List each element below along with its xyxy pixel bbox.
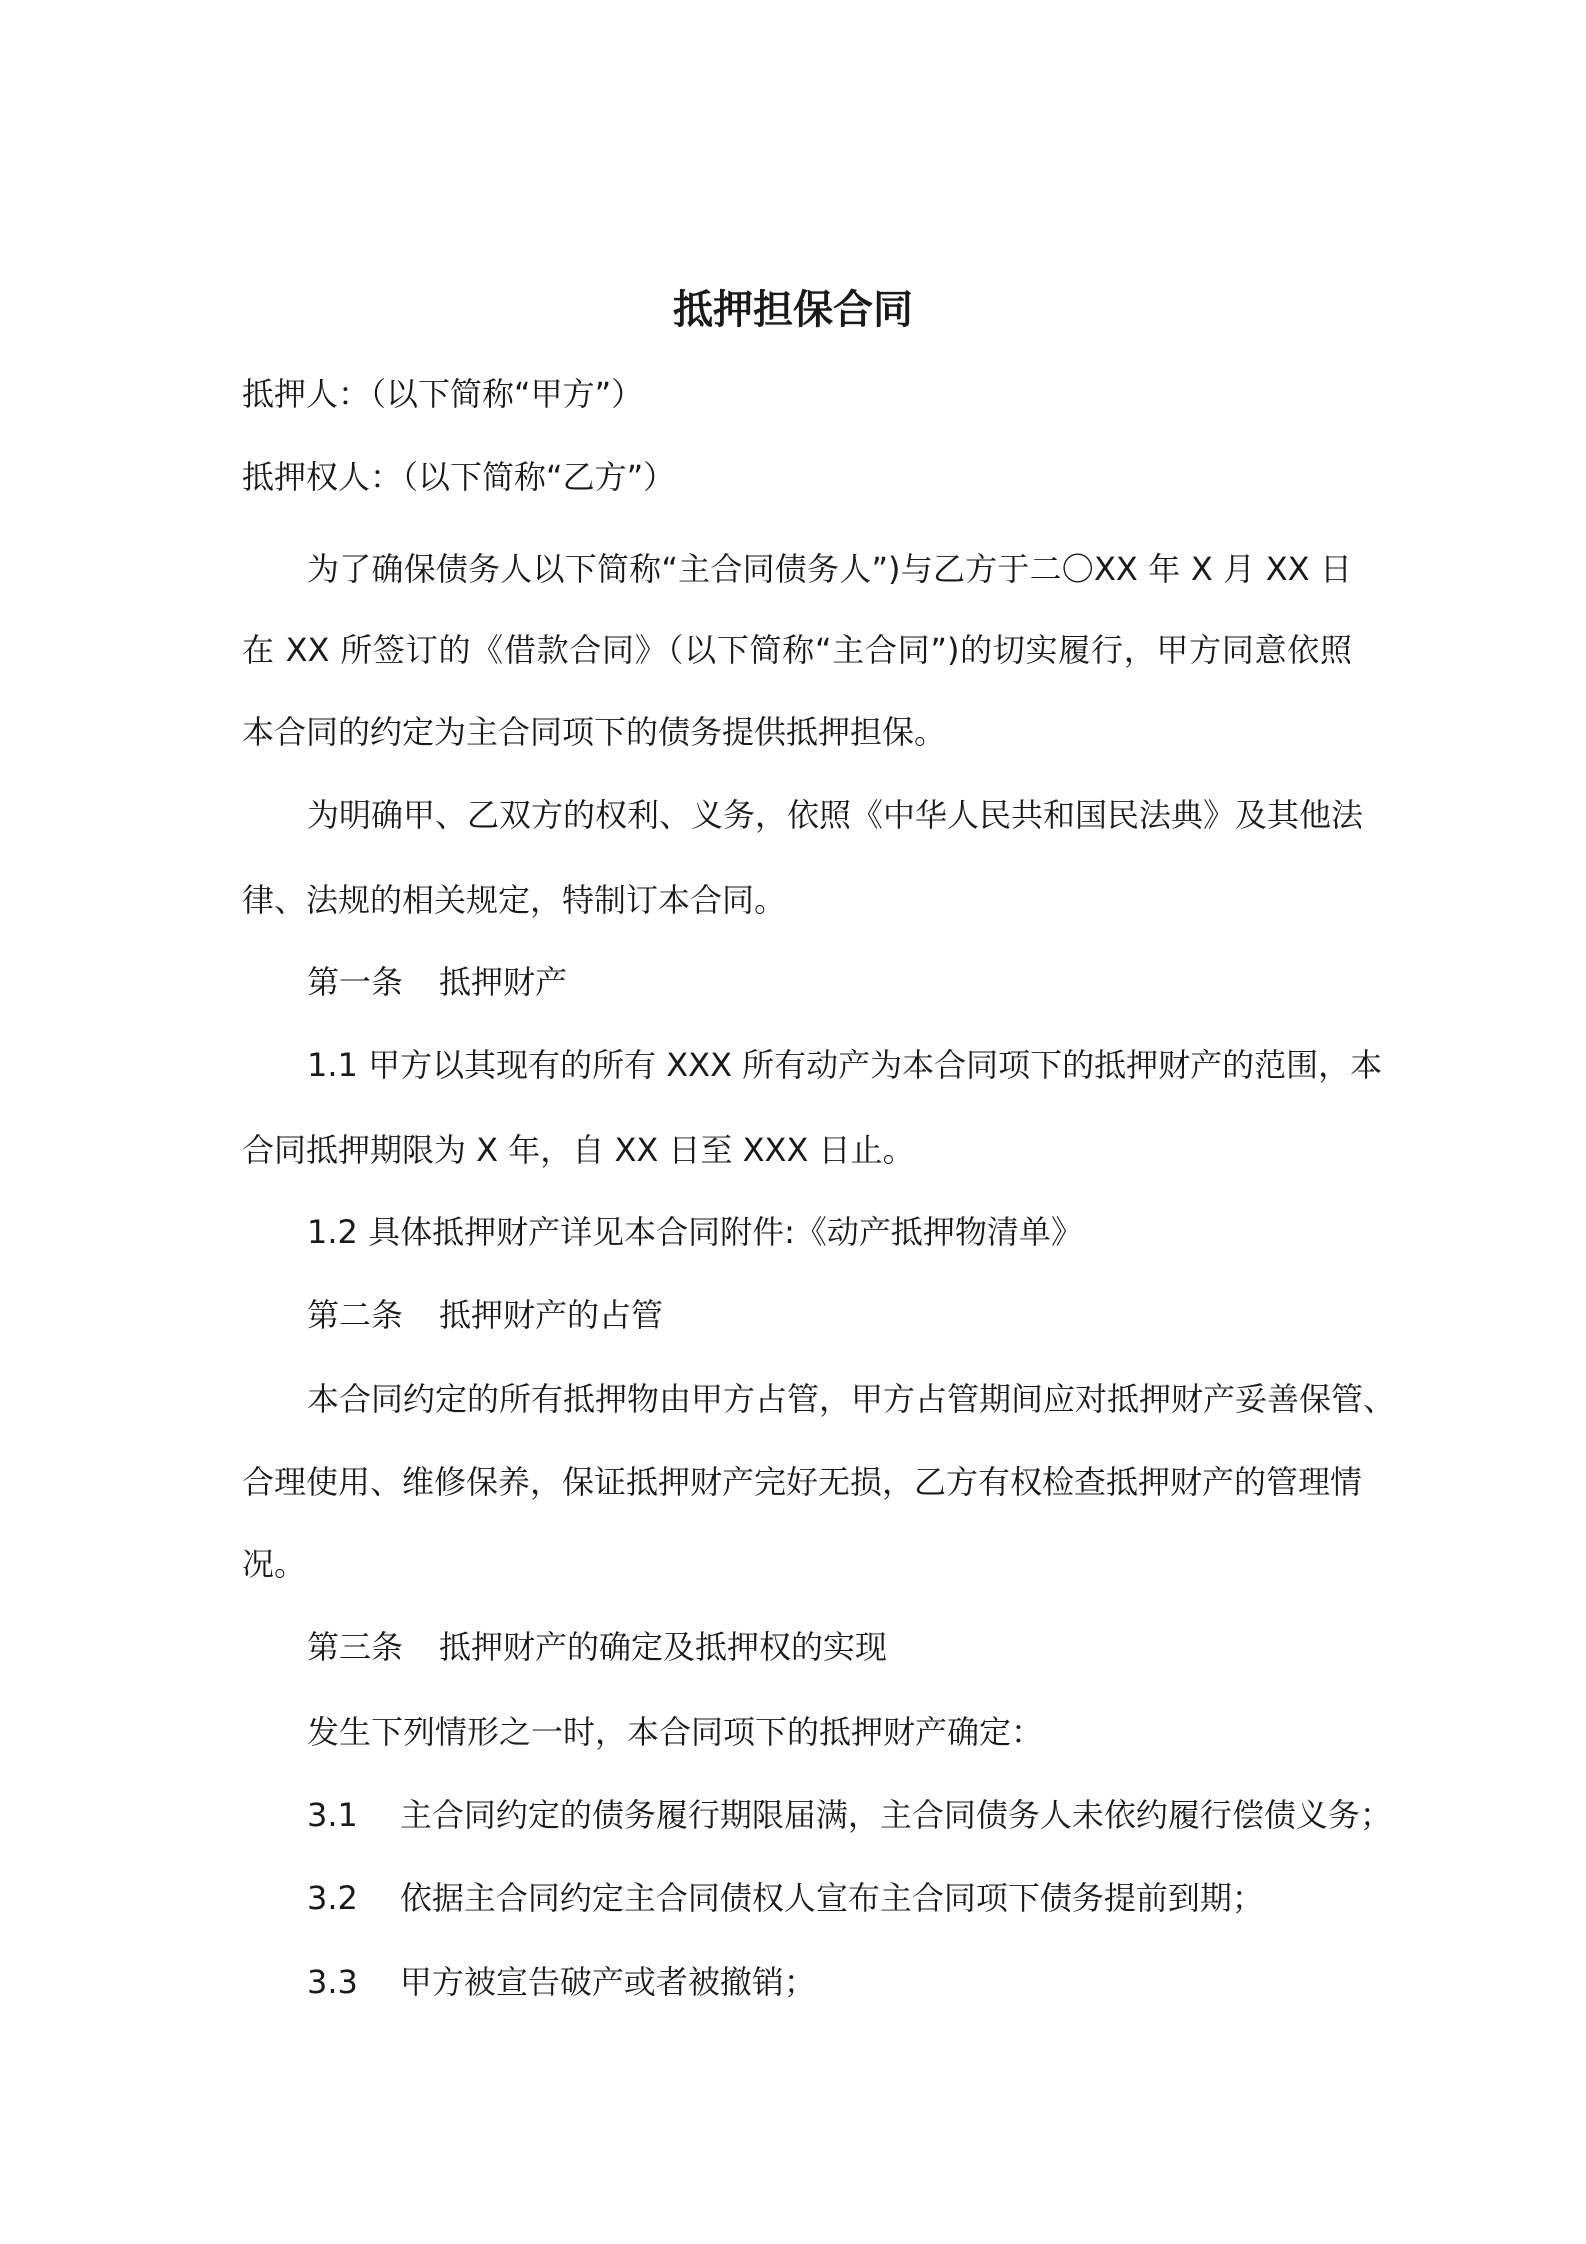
intro-p1-line-1: 为了确保债务人以下简称“主合同债务人”)与乙方于二〇XX 年 X 月 XX 日	[307, 550, 1352, 588]
clause-3-3	[307, 1960, 816, 2004]
clause-3-2	[307, 1876, 1264, 1920]
article-1-number: 第一条	[307, 963, 404, 1001]
clause-3-3-text: 甲方被宣告破产或者被撤销；	[399, 1963, 816, 2001]
article-3-intro: 发生下列情形之一时，本合同项下的抵押财产确定：	[307, 1713, 1044, 1751]
clause-3-1-text: 主合同约定的债务履行期限届满，主合同债务人未依约履行偿债义务；	[399, 1796, 1392, 1834]
article-2-number: 第二条	[307, 1296, 404, 1334]
article-2-line-3: 况。	[242, 1545, 307, 1583]
clause-1-2: 1.2 具体抵押财产详见本合同附件:《动产抵押物清单》	[307, 1213, 1083, 1251]
article-2-title: 抵押财产的占管	[439, 1296, 664, 1334]
mortgagee-line: 抵押权人：（以下简称“乙方”）	[242, 458, 676, 496]
article-3-title: 抵押财产的确定及抵押权的实现	[439, 1628, 888, 1666]
article-1-heading	[307, 960, 567, 1004]
mortgagor-line: 抵押人：（以下简称“甲方”）	[242, 375, 644, 413]
clause-3-3-number: 3.3	[307, 1963, 358, 2001]
clause-3-2-text: 依据主合同约定主合同债权人宣布主合同项下债务提前到期；	[399, 1879, 1264, 1917]
article-2-line-1: 本合同约定的所有抵押物由甲方占管，甲方占管期间应对抵押财产妥善保管、	[307, 1380, 1396, 1418]
article-2-heading	[307, 1293, 663, 1337]
intro-p1-line-3: 本合同的约定为主合同项下的债务提供抵押担保。	[242, 713, 947, 751]
article-3-number: 第三条	[307, 1628, 404, 1666]
document-title: 抵押担保合同	[673, 287, 913, 333]
clause-3-1	[307, 1793, 1392, 1837]
intro-p2-line-1: 为明确甲、乙双方的权利、义务，依照《中华人民共和国民法典》及其他法	[307, 796, 1364, 834]
intro-p2-line-2: 律、法规的相关规定，特制订本合同。	[242, 881, 787, 919]
intro-p1-line-2: 在 XX 所签订的《借款合同》（以下简称“主合同”)的切实履行，甲方同意依照	[242, 631, 1352, 669]
clause-3-2-number: 3.2	[307, 1879, 358, 1917]
clause-1-1-line-1: 1.1 甲方以其现有的所有 XXX 所有动产为本合同项下的抵押财产的范围，本	[307, 1046, 1383, 1084]
clause-3-1-number: 3.1	[307, 1796, 358, 1834]
article-3-heading	[307, 1625, 887, 1669]
clause-1-1-line-2: 合同抵押期限为 X 年，自 XX 日至 XXX 日止。	[242, 1131, 915, 1169]
article-1-title: 抵押财产	[439, 963, 568, 1001]
article-2-line-2: 合理使用、维修保养，保证抵押财产完好无损，乙方有权检查抵押财产的管理情	[242, 1463, 1363, 1501]
